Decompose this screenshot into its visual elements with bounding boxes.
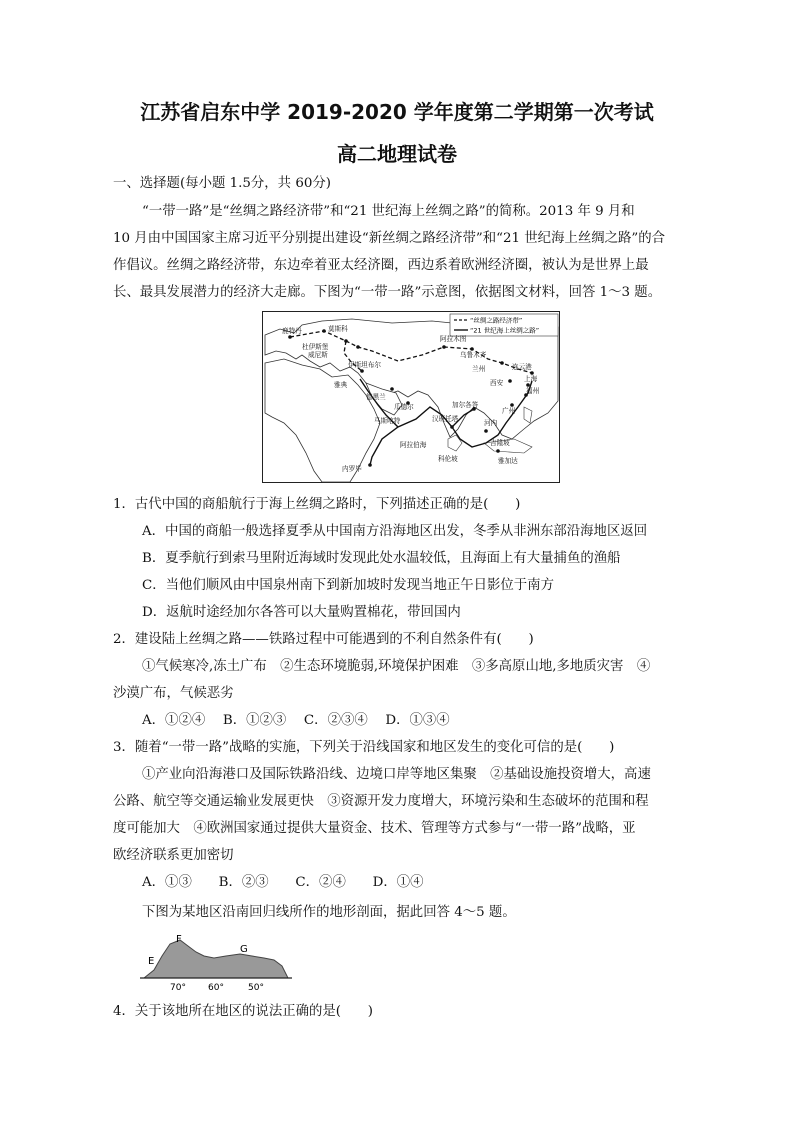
legend-land-route: “丝绸之路经济带” [470, 316, 523, 325]
peak-e-label: E [148, 956, 155, 967]
tick-label: 60° [208, 983, 224, 993]
q2-body-2: 沙漠广布，气候恶劣 [113, 686, 234, 701]
q1-option-b[interactable]: B．夏季航行到索马里附近海域时发现此处水温较低，且海面上有大量捕鱼的渔船 [142, 551, 621, 566]
city-label: 杜伊斯堡 [302, 343, 329, 351]
city-label: 伊斯坦布尔 [348, 361, 381, 369]
city-label: 吉隆坡 [490, 439, 510, 447]
city-label: 阿拉木图 [440, 335, 467, 343]
city-label: 广州 [502, 407, 516, 415]
city-label: 上海 [524, 375, 538, 383]
profile-intro: 下图为某地区沿南回归线所作的地形剖面，据此回答 4～5 题。 [142, 905, 516, 920]
tick-label: 70° [170, 983, 186, 993]
q1-stem: 1．古代中国的商船航行于海上丝绸之路时，下列描述正确的是( ) [113, 497, 521, 512]
intro-line-2: 10 月由中国国家主席习近平分别提出建设“新丝绸之路经济带”和“21 世纪海上丝绸之路”的合 [113, 231, 666, 246]
city-label: 鹿特丹 [282, 327, 302, 335]
q3-body-1: ①产业向沿海港口及国际铁路沿线、边境口岸等地区集聚 ②基础设施投资增大，高速 [142, 767, 651, 782]
q4-stem: 4．关于该地所在地区的说法正确的是( ) [113, 1004, 373, 1019]
page-title: 江苏省启东中学 2019-2020 学年度第二学期第一次考试 [140, 100, 654, 124]
terrain-profile [140, 930, 292, 994]
q1-option-c[interactable]: C．当他们顺风由中国泉州南下到新加坡时发现当地正午日影位于南方 [142, 578, 554, 593]
city-label: 瓜德尔 [394, 403, 414, 411]
q3-body-3: 度可能加大 ④欧洲国家通过提供大量资金、技术、管理等方式参与“一带一路”战略，亚 [113, 821, 636, 836]
city-label: 科伦坡 [438, 455, 458, 463]
page-subtitle: 高二地理试卷 [337, 142, 457, 166]
peak-g-label: G [240, 944, 248, 955]
belt-road-map [262, 311, 560, 483]
intro-line-1: “一带一路”是“丝绸之路经济带”和“21 世纪海上丝绸之路”的简称。2013 年 9 月和 [142, 204, 635, 219]
city-label: 马斯喀特 [374, 417, 401, 425]
section-heading: 一、选择题(每小题 1.5分，共 60分) [113, 176, 331, 191]
tick-label: 50° [248, 983, 264, 993]
q2-stem: 2．建设陆上丝绸之路——铁路过程中可能遇到的不利自然条件有( ) [113, 632, 534, 647]
q3-options[interactable]: A．①③ B．②③ C．②④ D．①④ [142, 875, 424, 890]
city-label: 莫斯科 [328, 325, 348, 333]
city-label: 雅典 [334, 381, 348, 389]
legend-sea-route: “21 世纪海上丝绸之路” [470, 326, 540, 335]
peak-f-label: F [176, 934, 182, 945]
city-label: 汉班托塔 [432, 415, 459, 423]
city-label: 内罗毕 [342, 465, 362, 473]
q3-stem: 3．随着“一带一路”战略的实施，下列关于沿线国家和地区发生的变化可信的是( ) [113, 740, 615, 755]
city-label: 福州 [526, 387, 540, 395]
city-label: 德黑兰 [366, 393, 386, 401]
city-label: 乌鲁木齐 [460, 351, 487, 359]
q1-option-a[interactable]: A．中国的商船一般选择夏季从中国南方沿海地区出发，冬季从非洲东部沿海地区返回 [142, 524, 648, 539]
q2-body-1: ①气候寒冷,冻土广布 ②生态环境脆弱,环境保护困难 ③多高原山地,多地质灾害 ④ [142, 659, 651, 674]
city-label: 连云港 [512, 363, 532, 371]
q1-option-d[interactable]: D．返航时途经加尔各答可以大量购置棉花，带回国内 [142, 605, 461, 620]
city-label: 兰州 [472, 365, 486, 373]
city-label: 河内 [484, 419, 498, 427]
q3-body-4: 欧经济联系更加密切 [113, 848, 234, 863]
q2-options[interactable]: A．①②④ B．①②③ C．②③④ D．①③④ [142, 713, 450, 728]
intro-line-4: 长、最具发展潜力的经济大走廊。下图为“一带一路”示意图，依据图文材料，回答 1～3 题。 [113, 285, 662, 300]
city-label: 威尼斯 [308, 351, 328, 359]
intro-line-3: 作倡议。丝绸之路经济带，东边牵着亚太经济圈，西边系着欧洲经济圈，被认为是世界上最 [113, 258, 649, 273]
q3-body-2: 公路、航空等交通运输业发展更快 ③资源开发力度增大，环境污染和生态破坏的范围和程 [113, 794, 649, 809]
city-label: 阿拉伯海 [400, 441, 427, 449]
city-label: 雅加达 [498, 457, 518, 465]
city-label: 西安 [490, 379, 504, 387]
city-label: 加尔各答 [452, 401, 479, 409]
